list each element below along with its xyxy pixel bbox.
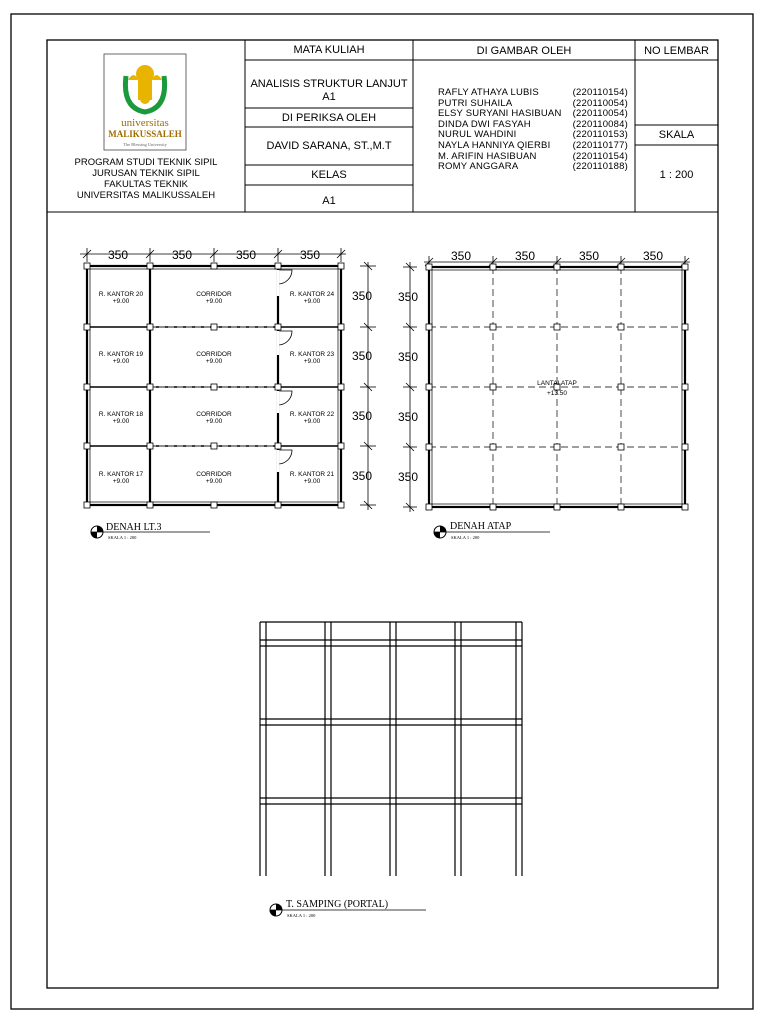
lt3-title-text: DENAH LT.3 xyxy=(106,522,162,533)
university-logo xyxy=(104,54,186,150)
room-elev: +9.00 xyxy=(205,478,223,485)
lt3-dim-8: 350 xyxy=(351,469,373,483)
drawer-row xyxy=(438,141,628,152)
diperiksa-label: DI PERIKSA OLEH xyxy=(281,112,377,124)
roof-dim-1: 350 xyxy=(450,249,472,263)
kelas-value: A1 xyxy=(322,195,336,207)
drawer-nim: (220110054) xyxy=(572,108,628,120)
drawer-name: NURUL WAHDINI xyxy=(438,129,517,141)
room-elev: +9.00 xyxy=(303,298,321,305)
lt3-dim-6: 350 xyxy=(351,349,373,363)
drawer-nim: (220110154) xyxy=(572,150,628,162)
room-elev: +9.00 xyxy=(303,418,321,425)
roof-plan xyxy=(398,249,690,540)
room-name: CORRIDOR xyxy=(196,351,232,358)
room-name: R. KANTOR 19 xyxy=(98,351,144,358)
room-name: CORRIDOR xyxy=(196,411,232,418)
room-name: R. KANTOR 21 xyxy=(289,471,335,478)
skala-value: 1 : 200 xyxy=(659,169,694,181)
floor-plan-lt3 xyxy=(80,248,376,540)
checker-name: DAVID SARANA, ST.,M.T xyxy=(266,140,392,152)
drawer-list xyxy=(438,88,628,173)
roof-area-label: LANTAI ATAP xyxy=(537,380,577,387)
room-name: R. KANTOR 17 xyxy=(98,471,144,478)
roof-title-text: DENAH ATAP xyxy=(450,521,512,532)
drawer-nim: (220110084) xyxy=(572,118,628,130)
portal-title-text: T. SAMPING (PORTAL) xyxy=(286,899,389,910)
course-name-line2: A1 xyxy=(322,91,336,103)
lt3-dim-1: 350 xyxy=(107,248,129,262)
lt3-dim-7: 350 xyxy=(351,409,373,423)
room-elev: +9.00 xyxy=(303,358,321,365)
room-elev: +9.00 xyxy=(303,478,321,485)
drawer-nim: (220110177) xyxy=(572,139,628,151)
drawer-name: DINDA DWI FASYAH xyxy=(438,118,531,130)
lt3-scale-text: SKALA 1 : 200 xyxy=(108,535,137,540)
room-name: R. KANTOR 24 xyxy=(289,291,335,298)
drawer-name: ROMY ANGGARA xyxy=(438,161,519,173)
program-info xyxy=(47,157,245,201)
program-line: JURUSAN TEKNIK SIPIL xyxy=(92,168,200,179)
roof-dim-6: 350 xyxy=(397,350,419,364)
logo-tagline: The Blessing University xyxy=(123,142,167,147)
room-elev: +9.00 xyxy=(205,298,223,305)
drawer-row xyxy=(438,162,628,173)
drawer-name: RAFLY ATHAYA LUBIS xyxy=(438,87,539,98)
room-elev: +9.00 xyxy=(205,358,223,365)
drawer-name: ELSY SURYANI HASIBUAN xyxy=(438,108,562,120)
no-lembar-label: NO LEMBAR xyxy=(644,45,709,57)
drawer-name: PUTRI SUHAILA xyxy=(438,97,513,109)
drawer-nim: (220110153) xyxy=(572,129,628,141)
lt3-dim-4: 350 xyxy=(299,248,321,262)
digambar-label: DI GAMBAR OLEH xyxy=(476,45,572,57)
roof-dim-4: 350 xyxy=(642,249,664,263)
room-elev: +9.00 xyxy=(205,418,223,425)
drawer-nim: (220110188) xyxy=(572,161,628,173)
side-portal xyxy=(260,622,522,876)
program-line: FAKULTAS TEKNIK xyxy=(104,179,188,190)
kelas-label: KELAS xyxy=(311,169,347,181)
portal-scale-text: SKALA 1 : 200 xyxy=(287,913,316,918)
room-name: R. KANTOR 20 xyxy=(98,291,144,298)
drawer-name: NAYLA HANNIYA QIERBI xyxy=(438,139,551,151)
program-line: PROGRAM STUDI TEKNIK SIPIL xyxy=(74,157,218,168)
skala-label: SKALA xyxy=(658,129,695,141)
logo-word-malikussaleh: MALIKUSSALEH xyxy=(108,129,182,139)
drawer-row xyxy=(438,88,628,99)
lt3-dim-2: 350 xyxy=(171,248,193,262)
lt3-dim-3: 350 xyxy=(235,248,257,262)
roof-dim-7: 350 xyxy=(397,410,419,424)
room-elev: +9.00 xyxy=(112,358,130,365)
program-line: UNIVERSITAS MALIKUSSALEH xyxy=(76,190,216,201)
room-name: R. KANTOR 22 xyxy=(289,411,335,418)
portal-title xyxy=(270,899,426,918)
mata-kuliah-label: MATA KULIAH xyxy=(293,44,365,56)
room-name: CORRIDOR xyxy=(196,471,232,478)
room-name: R. KANTOR 23 xyxy=(289,351,335,358)
roof-scale-text: SKALA 1 : 200 xyxy=(451,535,480,540)
roof-dim-2: 350 xyxy=(514,249,536,263)
roof-area-elev: +13.50 xyxy=(546,390,568,397)
drawer-name: M. ARIFIN HASIBUAN xyxy=(438,150,537,162)
lt3-dim-5: 350 xyxy=(351,289,373,303)
course-name-line1: ANALISIS STRUKTUR LANJUT xyxy=(250,78,408,90)
room-elev: +9.00 xyxy=(112,478,130,485)
roof-dim-5: 350 xyxy=(397,290,419,304)
roof-dim-3: 350 xyxy=(578,249,600,263)
lt3-title xyxy=(91,522,210,540)
room-name: CORRIDOR xyxy=(196,291,232,298)
roof-title xyxy=(434,521,550,540)
room-elev: +9.00 xyxy=(112,298,130,305)
lt3-doors xyxy=(278,270,292,472)
logo-word-universitas: universitas xyxy=(121,117,169,129)
drawer-nim: (220110054) xyxy=(572,97,628,109)
roof-dim-8: 350 xyxy=(397,470,419,484)
room-elev: +9.00 xyxy=(112,418,130,425)
room-name: R. KANTOR 18 xyxy=(98,411,144,418)
drawer-nim: (220110154) xyxy=(572,87,628,98)
